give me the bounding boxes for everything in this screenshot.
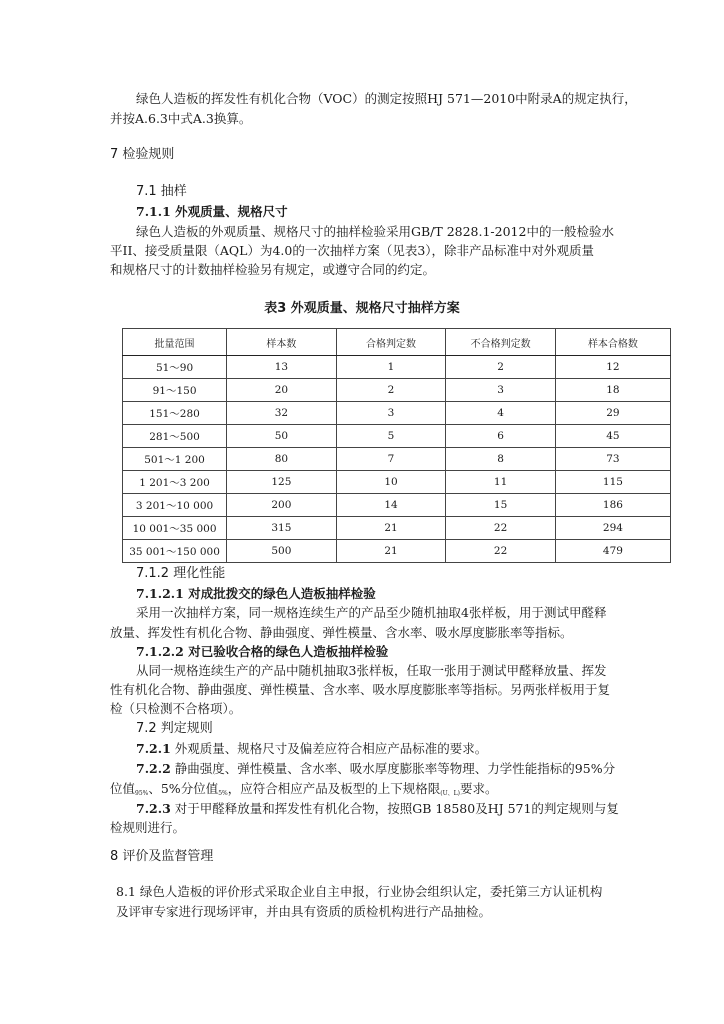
cell-sample-size: 500	[227, 540, 337, 563]
section-7-1-1-line-2: 平II、接受质量限（AQL）为4.0的一次抽样方案（见表3），除非产品标准中对外观质量	[110, 243, 595, 258]
section-7-2-1	[136, 740, 487, 758]
cell-lot-range: 151～280	[123, 402, 227, 425]
section-7-1-2-2-line-2: 性有机化合物、静曲强度、弹性模量、含水率、吸水厚度膨胀率等指标。另两张样板用于复	[110, 682, 611, 697]
cell-reject-number: 22	[446, 517, 556, 540]
intro-line-2: 并按A.6.3中式A.3换算。	[110, 111, 252, 126]
cell-lot-range: 51～90	[123, 356, 227, 379]
text-quantile-95: 位值	[110, 781, 136, 796]
cell-reject-number: 6	[446, 425, 556, 448]
cell-lot-range: 35 001～150 000	[123, 540, 227, 563]
cell-lot-range: 1 201～3 200	[123, 471, 227, 494]
text-requirement: 要求。	[459, 781, 498, 796]
cell-sample-size: 50	[227, 425, 337, 448]
cell-reject-number: 8	[446, 448, 556, 471]
section-7-1-title: 7.1 抽样	[136, 184, 187, 199]
cell-sample-size: 20	[227, 379, 337, 402]
section-7-2-3-text-1: 对于甲醛释放量和挥发性有机化合物，按照GB 18580及HJ 571的判定规则与复	[174, 801, 619, 816]
cell-qualified-number: 73	[555, 448, 670, 471]
section-7-1-2-2-line-1: 从同一规格连续生产的产品中随机抽取3张样板，任取一张用于测试甲醛释放量、挥发	[136, 663, 607, 678]
cell-lot-range: 281～500	[123, 425, 227, 448]
section-7-1-2-1-title: 7.1.2.1 对成批拨交的绿色人造板抽样检验	[136, 586, 376, 601]
header-sample-size: 样本数	[227, 329, 337, 356]
section-7-2-1-number: 7.2.1	[136, 741, 171, 756]
section-7-1-2-2-title: 7.1.2.2 对已验收合格的绿色人造板抽样检验	[136, 644, 389, 659]
cell-accept-number: 21	[336, 540, 446, 563]
section-7-2-2-text-1: 静曲强度、弹性模量、含水率、吸水厚度膨胀率等物理、力学性能指标的95%分	[174, 761, 616, 776]
table-row	[123, 402, 671, 425]
cell-qualified-number: 29	[555, 402, 670, 425]
cell-reject-number: 15	[446, 494, 556, 517]
section-7-2-2-number: 7.2.2	[136, 761, 171, 776]
table-row	[123, 517, 671, 540]
cell-sample-size: 200	[227, 494, 337, 517]
cell-lot-range: 10 001～35 000	[123, 517, 227, 540]
table-caption: 表3 外观质量、规格尺寸抽样方案	[264, 301, 460, 316]
section-7-1-2-2-line-3: 检（只检测不合格项）。	[110, 701, 242, 716]
text-quantile-5: 、5%分位值	[148, 781, 219, 796]
header-accept-number: 合格判定数	[336, 329, 446, 356]
cell-sample-size: 13	[227, 356, 337, 379]
table-row	[123, 379, 671, 402]
header-reject-number: 不合格判定数	[446, 329, 556, 356]
cell-qualified-number: 18	[555, 379, 670, 402]
cell-qualified-number: 186	[555, 494, 670, 517]
section-7-1-2-1-line-2: 放量、挥发性有机化合物、静曲强度、弹性模量、含水率、吸水厚度膨胀率等指标。	[110, 625, 573, 640]
cell-accept-number: 3	[336, 402, 446, 425]
section-7-1-1-line-1: 绿色人造板的外观质量、规格尺寸的抽样检验采用GB/T 2828.1-2012中的一般检验水	[136, 224, 614, 239]
table-row	[123, 471, 671, 494]
table-row	[123, 494, 671, 517]
section-8-1-line-1: 8.1 绿色人造板的评价形式采取企业自主申报，行业协会组织认定，委托第三方认证机构	[116, 884, 603, 899]
table-row	[123, 540, 671, 563]
cell-reject-number: 3	[446, 379, 556, 402]
section-7-1-1-title: 7.1.1 外观质量、规格尺寸	[136, 204, 288, 219]
section-7-2-1-text: 外观质量、规格尺寸及偏差应符合相应产品标准的要求。	[174, 741, 488, 756]
cell-lot-range: 91～150	[123, 379, 227, 402]
table-row	[123, 356, 671, 379]
section-7-1-2-1-line-1: 采用一次抽样方案，同一规格连续生产的产品至少随机抽取4张样板，用于测试甲醛释	[136, 605, 607, 620]
cell-accept-number: 1	[336, 356, 446, 379]
cell-reject-number: 2	[446, 356, 556, 379]
cell-accept-number: 21	[336, 517, 446, 540]
cell-qualified-number: 479	[555, 540, 670, 563]
section-7-1-2-title: 7.1.2 理化性能	[136, 566, 226, 581]
cell-accept-number: 14	[336, 494, 446, 517]
section-7-1-1-line-3: 和规格尺寸的计数抽样检验另有规定，或遵守合同的约定。	[110, 262, 436, 277]
cell-qualified-number: 294	[555, 517, 670, 540]
cell-accept-number: 10	[336, 471, 446, 494]
subscript-95: 95%	[135, 790, 149, 797]
cell-qualified-number: 12	[555, 356, 670, 379]
cell-reject-number: 4	[446, 402, 556, 425]
header-lot-range: 批量范围	[123, 329, 227, 356]
cell-lot-range: 501～1 200	[123, 448, 227, 471]
section-8-title: 8 评价及监督管理	[110, 849, 214, 864]
subscript-ul: (U、L)	[440, 790, 460, 797]
cell-qualified-number: 45	[555, 425, 670, 448]
cell-sample-size: 125	[227, 471, 337, 494]
section-7-2-title: 7.2 判定规则	[136, 721, 213, 736]
section-7-2-3-number: 7.2.3	[136, 801, 171, 816]
sampling-table	[122, 328, 671, 563]
section-7-title: 7 检验规则	[110, 147, 175, 162]
section-7-2-3-line-2: 检规则进行。	[110, 820, 186, 835]
section-7-2-3-line-1	[136, 800, 619, 818]
section-7-2-2-line-1	[136, 760, 615, 778]
header-qualified-number: 样本合格数	[555, 329, 670, 356]
table-header-row	[123, 329, 671, 356]
cell-accept-number: 2	[336, 379, 446, 402]
cell-sample-size: 315	[227, 517, 337, 540]
cell-accept-number: 5	[336, 425, 446, 448]
cell-qualified-number: 115	[555, 471, 670, 494]
cell-accept-number: 7	[336, 448, 446, 471]
cell-lot-range: 3 201～10 000	[123, 494, 227, 517]
table-row	[123, 448, 671, 471]
cell-sample-size: 32	[227, 402, 337, 425]
intro-line-1: 绿色人造板的挥发性有机化合物（VOC）的测定按照HJ 571—2010中附录A的规定执行，	[136, 91, 637, 106]
cell-reject-number: 11	[446, 471, 556, 494]
section-8-1-line-2: 及评审专家进行现场评审，并由具有资质的质检机构进行产品抽检。	[116, 904, 492, 919]
subscript-5: 5%	[218, 790, 228, 797]
text-spec-limits: ，应符合相应产品及板型的上下规格限	[227, 781, 441, 796]
table-row	[123, 425, 671, 448]
cell-reject-number: 22	[446, 540, 556, 563]
cell-sample-size: 80	[227, 448, 337, 471]
